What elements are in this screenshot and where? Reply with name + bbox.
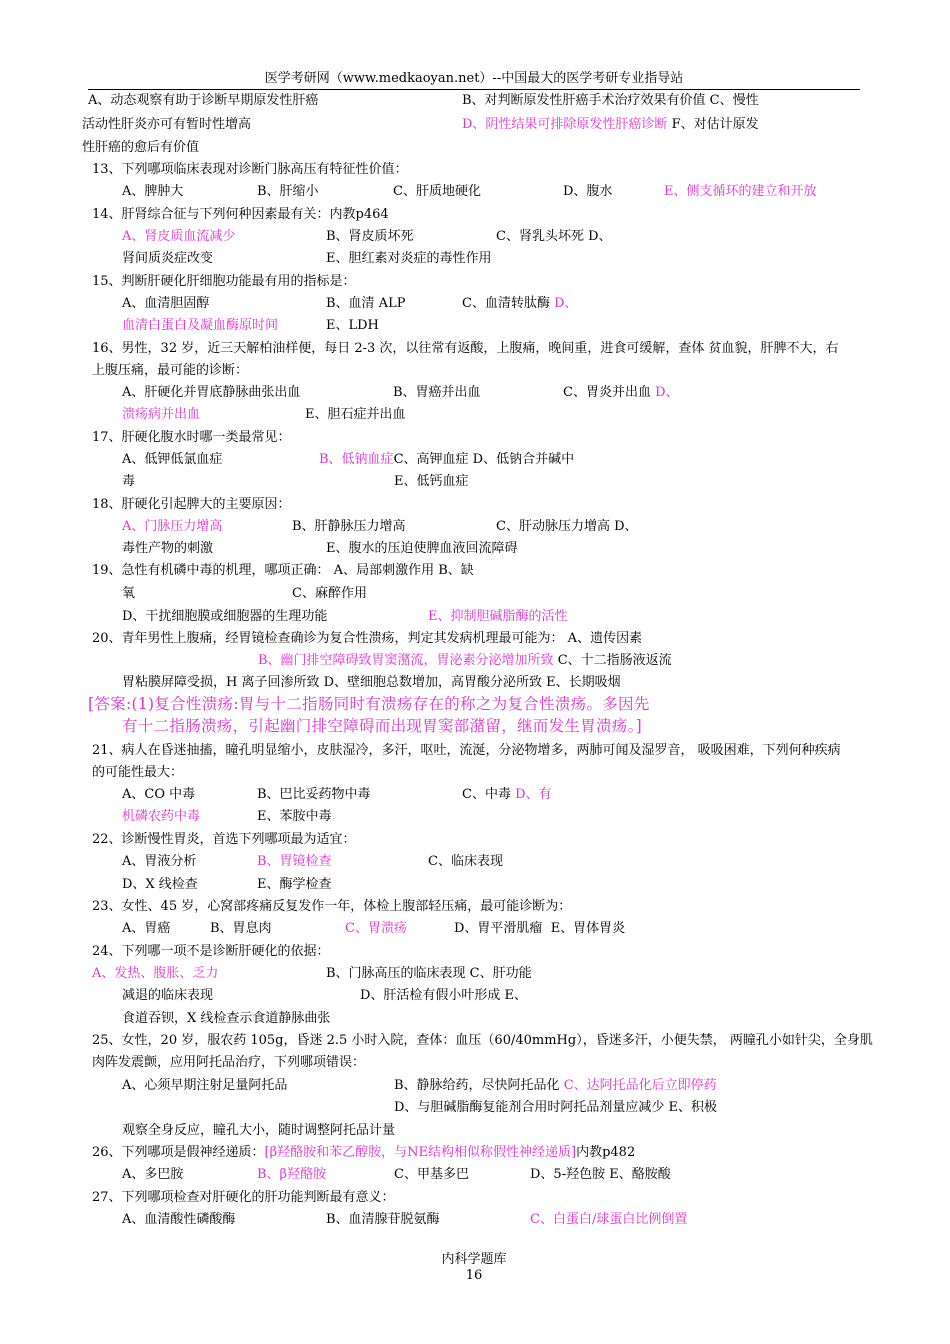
text-run: 26、下列哪项是假神经递质： <box>92 1145 265 1160</box>
text-line <box>496 228 612 246</box>
text-run: 25、女性，20 岁，服农药 105g，昏迷 2.5 小时入院，查体：血压（60/40mmHg），昏迷多汗，小便失禁， 两瞳孔小如针尖，全身肌 <box>92 1033 873 1048</box>
highlighted-answer: 机磷农药中毒 <box>122 809 201 824</box>
text-line <box>530 1166 671 1184</box>
text-run: E、胆红素对炎症的毒性作用 <box>326 251 492 266</box>
text-run: A、低钾低氯血症 <box>122 452 223 467</box>
highlighted-answer: B、β羟酪胺 <box>257 1167 327 1182</box>
text-line <box>326 1211 440 1229</box>
header-rule <box>88 89 860 90</box>
highlighted-answer: D、阴性结果可排除原发性肝癌诊断 <box>462 117 668 132</box>
text-run: 22、诊断慢性胃炎，首选下列哪项最为适宜： <box>92 832 356 847</box>
text-line <box>360 987 527 1005</box>
text-line <box>92 340 839 358</box>
text-run: C、十二指肠液返流 <box>553 653 672 668</box>
text-run: B、静脉给药，尽快阿托品化 <box>394 1078 564 1093</box>
text-line <box>92 429 291 447</box>
text-run: B、胃癌并出血 <box>393 385 481 400</box>
highlighted-answer: E、抑制胆碱脂酶的活性 <box>428 609 568 624</box>
text-line <box>257 1166 326 1184</box>
text-line <box>454 920 625 938</box>
text-run: F、对估计原发 <box>667 117 759 132</box>
text-line <box>122 1010 330 1028</box>
page-header: 医学考研网（www.medkaoyan.net）--中国最大的医学考研专业指导站 <box>264 71 684 86</box>
text-line <box>345 920 407 938</box>
text-run: 毒 <box>122 474 136 489</box>
text-run: E、LDH <box>326 318 379 333</box>
text-run: D、5-羟色胺 E、酪胺酸 <box>530 1167 671 1182</box>
text-run: C、麻醉作用 <box>292 586 367 601</box>
text-run: 肾间质炎症改变 <box>122 251 214 266</box>
text-run: 活动性肝炎亦可有暂时性增高 <box>82 117 252 132</box>
text-line <box>428 853 503 871</box>
text-run: C、甲基多巴 <box>394 1167 469 1182</box>
text-run: B、巴比妥药物中毒 <box>257 787 371 802</box>
text-run: B、血清腺苷脱氨酶 <box>326 1212 440 1227</box>
text-line <box>122 808 200 826</box>
text-line <box>122 853 196 871</box>
text-line <box>326 965 532 983</box>
text-line <box>122 183 183 201</box>
text-line <box>122 295 209 313</box>
text-run: E、胆石症并出血 <box>305 407 406 422</box>
text-line <box>92 562 474 580</box>
text-line <box>319 451 574 469</box>
text-run: A、脾肿大 <box>122 184 184 199</box>
text-line <box>82 139 199 157</box>
text-run: C、胃炎并出血 <box>563 385 656 400</box>
page-number: 16 <box>465 1268 483 1283</box>
text-run: 16、男性，32 岁，近三天解柏油样便，每日 2-3 次，以往常有返酸，上腹痛，晚间重，进食可缓解，查体 贫血貌，肝脾不大，右 <box>92 341 839 356</box>
highlighted-answer: D、有 <box>515 787 552 802</box>
text-run: 食道吞钡，X 线检查示食道静脉曲张 <box>122 1011 331 1026</box>
text-run: B、肾皮质坏死 <box>326 229 414 244</box>
text-run: 观察全身反应，瞳孔大小，随时调整阿托品计量 <box>122 1123 396 1138</box>
text-run: B、对判断原发性肝癌手术治疗效果有价值 C、慢性 <box>462 93 759 108</box>
highlighted-answer: C、白蛋白/球蛋白比例倒置 <box>530 1212 688 1227</box>
text-line <box>88 92 318 110</box>
text-line <box>257 853 332 871</box>
text-line <box>496 518 638 536</box>
text-line <box>92 362 248 380</box>
text-line <box>122 317 278 335</box>
text-run: A、血清胆固醇 <box>122 296 210 311</box>
text-line <box>122 1122 395 1140</box>
highlighted-answer: D、 <box>554 296 578 311</box>
text-run: 19、急性有机磷中毒的机理，哪项正确： A、局部刺激作用 B、缺 <box>92 563 474 578</box>
text-line <box>394 473 469 491</box>
highlighted-answer: D、 <box>655 385 679 400</box>
text-run: A、肝硬化并胃底静脉曲张出血 <box>122 385 301 400</box>
text-run: E、酶学检查 <box>257 877 332 892</box>
text-line <box>122 920 170 938</box>
text-line <box>257 808 332 826</box>
text-line <box>292 518 406 536</box>
text-run: A、心须早期注射足量阿托品 <box>122 1078 288 1093</box>
text-run: B、肝静脉压力增高 <box>292 519 406 534</box>
text-run: A、多巴胺 <box>122 1167 184 1182</box>
text-run: 减退的临床表现 <box>122 988 214 1003</box>
text-run: A、胃癌 <box>122 921 171 936</box>
text-line <box>305 406 406 424</box>
text-line <box>257 183 319 201</box>
text-run: C、肝动脉压力增高 D、 <box>496 519 638 534</box>
highlighted-answer: B、胃镜检查 <box>257 854 332 869</box>
highlighted-answer: 血清白蛋白及凝血酶原时间 <box>122 318 279 333</box>
text-line <box>326 317 379 335</box>
text-run: 24、下列哪一项不是诊断肝硬化的依据： <box>92 944 330 959</box>
text-line <box>122 228 235 246</box>
text-line <box>257 876 332 894</box>
text-line <box>122 451 222 469</box>
text-run: A、血清酸性磷酸酶 <box>122 1212 236 1227</box>
text-run: 27、下列哪项检查对肝硬化的肝功能判断最有意义： <box>92 1190 395 1205</box>
text-line <box>326 228 414 246</box>
text-line <box>122 987 213 1005</box>
text-line <box>122 406 200 424</box>
text-run: D、与胆碱脂酶复能剂合用时阿托品剂量应减少 E、积极 <box>394 1100 718 1115</box>
highlighted-answer: [答案:(1)复合性溃疡:胃与十二指肠同时有溃疡存在的称之为复合性溃疡。多因先 <box>88 695 650 713</box>
text-line <box>92 764 183 782</box>
text-line <box>393 384 481 402</box>
text-run: A、动态观察有助于诊断早期原发性肝癌 <box>88 93 319 108</box>
answer-note-line <box>88 694 650 714</box>
highlighted-answer: B、幽门排空障碍致胃窦潴流，胃泌素分泌增加所致 <box>258 653 554 668</box>
text-line <box>92 943 330 961</box>
text-run: C、肝质地硬化 <box>393 184 481 199</box>
text-line <box>122 1077 287 1095</box>
text-line <box>257 786 371 804</box>
text-line <box>563 183 612 201</box>
text-line <box>394 1077 717 1095</box>
text-run: 的可能性最大： <box>92 765 184 780</box>
text-run: 21、病人在昏迷抽搐，瞳孔明显缩小，皮肤湿冷，多汗，呕吐，流涎，分泌物增多，两肺可闻及湿罗音， 吸吸困难，下列何种疾病 <box>92 743 841 758</box>
text-run: D、腹水 <box>563 184 613 199</box>
text-run: B、胃息肉 <box>210 921 272 936</box>
text-line <box>92 206 389 224</box>
text-run: 上腹压痛，最可能的诊断： <box>92 363 249 378</box>
text-line <box>92 161 408 179</box>
text-run: 20、青年男性上腹痛，经胃镜检查确诊为复合性溃疡，判定其发病机理最可能为： A、遗传因素 <box>92 631 643 646</box>
text-run: B、血清 ALP <box>326 296 406 311</box>
text-run: B、门脉高压的临床表现 C、肝功能 <box>326 966 532 981</box>
text-line <box>122 250 213 268</box>
text-line <box>462 116 759 134</box>
text-line <box>258 652 672 670</box>
text-line <box>92 273 356 291</box>
text-line <box>82 116 251 134</box>
text-run: 性肝癌的愈后有价值 <box>82 140 200 155</box>
text-line <box>122 876 198 894</box>
text-run: 内教p482 <box>576 1145 636 1160</box>
text-line <box>462 295 578 313</box>
text-line <box>428 608 568 626</box>
text-line <box>92 496 291 514</box>
text-line <box>122 540 213 558</box>
text-line <box>92 831 356 849</box>
text-line <box>530 1211 687 1229</box>
text-run: 15、判断肝硬化肝细胞功能最有用的指标是： <box>92 274 356 289</box>
text-run: 23、女性、45 岁，心窝部疼痛反复发作一年，体检上腹部轻压痛，最可能诊断为： <box>92 899 572 914</box>
text-run: 18、肝硬化引起脾大的主要原因： <box>92 497 291 512</box>
text-run: B、肝缩小 <box>257 184 319 199</box>
text-line <box>210 920 272 938</box>
text-line <box>462 92 759 110</box>
text-run: C、临床表现 <box>428 854 503 869</box>
text-line <box>326 540 518 558</box>
text-run: D、干扰细胞膜或细胞器的生理功能 <box>122 609 328 624</box>
text-line <box>393 183 481 201</box>
text-line <box>563 384 679 402</box>
text-line <box>122 1211 235 1229</box>
text-run: 氧 <box>122 586 136 601</box>
text-line <box>122 384 300 402</box>
text-run: 毒性产物的刺激 <box>122 541 214 556</box>
text-run: E、低钙血症 <box>394 474 469 489</box>
text-line <box>92 630 642 648</box>
text-run: 17、肝硬化腹水时哪一类最常见： <box>92 430 291 445</box>
highlighted-answer: E、侧支循环的建立和开放 <box>664 184 817 199</box>
text-run: A、CO 中毒 <box>122 787 196 802</box>
text-line <box>462 786 552 804</box>
text-run: C、肾乳头坏死 D、 <box>496 229 612 244</box>
text-line <box>92 965 218 983</box>
highlighted-answer: C、达阿托品化后立即停药 <box>563 1078 717 1093</box>
text-run: 13、下列哪项临床表现对诊断门脉高压有特征性价值： <box>92 162 408 177</box>
text-run: C、中毒 <box>462 787 516 802</box>
text-line <box>122 585 135 603</box>
text-line <box>326 250 492 268</box>
text-line <box>122 608 327 626</box>
text-run: D、X 线检查 <box>122 877 198 892</box>
text-line <box>92 1054 365 1072</box>
text-line <box>292 585 367 603</box>
text-run: D、肝活检有假小叶形成 E、 <box>360 988 528 1003</box>
text-line <box>92 1144 635 1162</box>
text-run: D、胃平滑肌瘤 E、胃体胃炎 <box>454 921 626 936</box>
text-run: C、血清转肽酶 <box>462 296 555 311</box>
text-line <box>92 898 571 916</box>
text-run: E、苯胺中毒 <box>257 809 332 824</box>
text-line <box>122 1166 183 1184</box>
text-run: 14、肝肾综合征与下列何种因素最有关：内教p464 <box>92 207 389 222</box>
highlighted-answer: C、胃溃疡 <box>345 921 407 936</box>
highlighted-answer: [β羟酪胺和苯乙醇胺，与NE结构相似称假性神经递质] <box>264 1145 577 1160</box>
text-line <box>92 1189 395 1207</box>
text-line <box>122 473 135 491</box>
text-line <box>664 183 817 201</box>
highlighted-answer: A、发热、腹胀、乏力 <box>92 966 219 981</box>
text-run: 胃粘膜屏障受损，H 离子回渗所致 D、壁细胞总数增加，高胃酸分泌所致 E、长期吸烟 <box>122 675 621 690</box>
text-line <box>326 295 405 313</box>
highlighted-answer: A、门脉压力增高 <box>122 519 223 534</box>
highlighted-answer: A、肾皮质血流减少 <box>122 229 236 244</box>
answer-note-line <box>122 716 642 736</box>
text-line <box>92 1032 873 1050</box>
highlighted-answer: B、低钠血症 <box>319 452 394 467</box>
text-line <box>394 1166 469 1184</box>
text-run: A、胃液分析 <box>122 854 197 869</box>
text-run: C、高钾血症 D、低钠合并碱中 <box>393 452 575 467</box>
text-line <box>92 742 841 760</box>
text-run: E、腹水的压迫使脾血液回流障碍 <box>326 541 518 556</box>
text-line <box>122 674 621 692</box>
footer-title: 内科学题库 <box>441 1252 507 1267</box>
text-line <box>122 786 195 804</box>
highlighted-answer: 溃疡病并出血 <box>122 407 201 422</box>
text-run: 肉阵发震颤，应用阿托品治疗，下列哪项错误： <box>92 1055 366 1070</box>
highlighted-answer: 有十二指肠溃疡，引起幽门排空障碍而出现胃窦部潴留，继而发生胃溃疡。] <box>122 717 642 735</box>
text-line <box>394 1099 717 1117</box>
text-line <box>122 518 222 536</box>
